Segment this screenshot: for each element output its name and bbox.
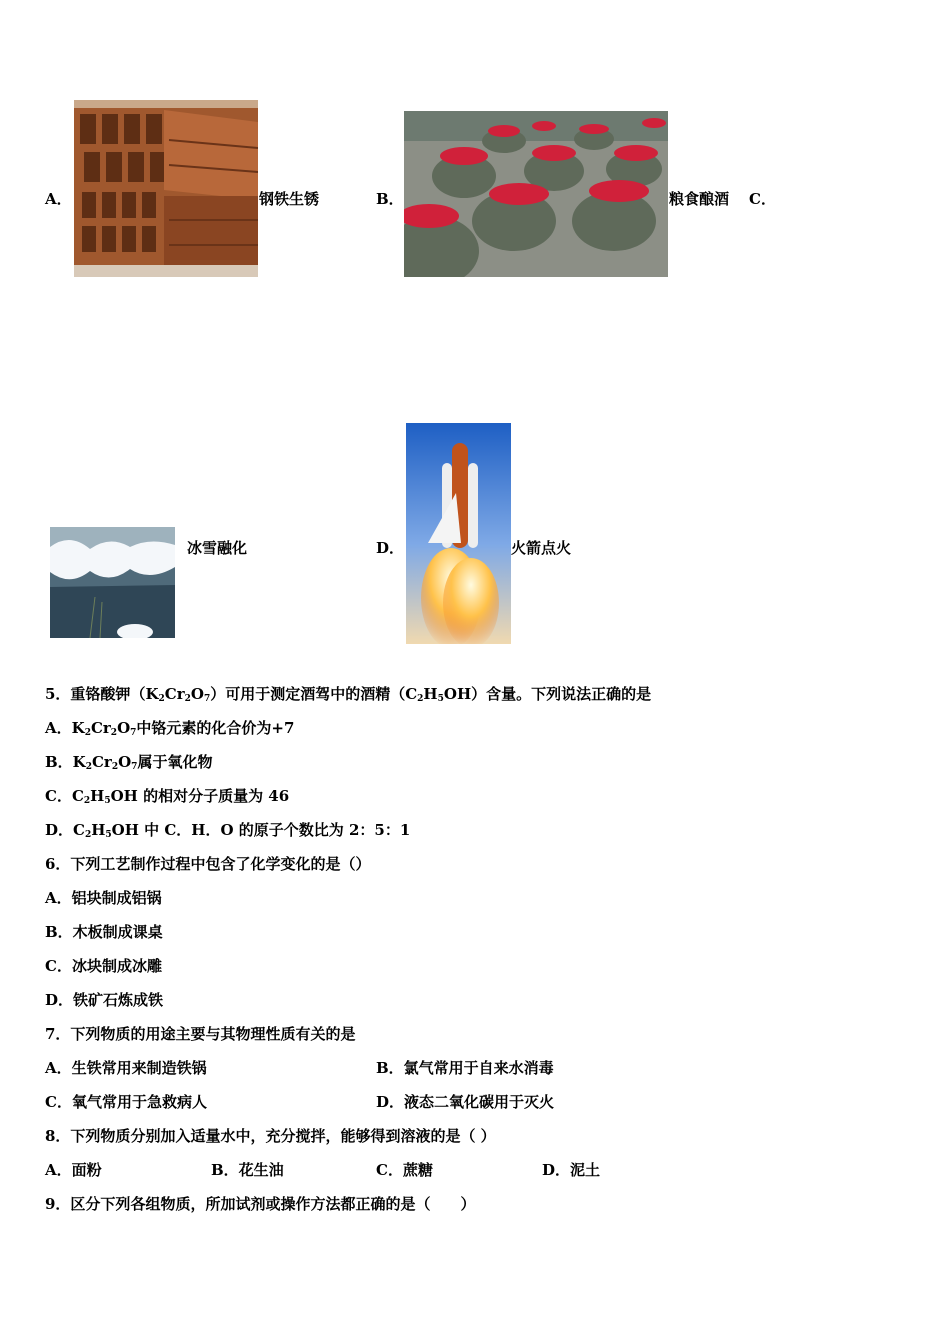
question-6-stem: 6．下列工艺制作过程中包含了化学变化的是（） — [45, 855, 371, 873]
question-7-option-b: B．氯气常用于自来水消毒 — [376, 1059, 554, 1077]
question-8-option-d: D．泥土 — [542, 1161, 601, 1179]
option-c-label: C． — [749, 190, 776, 208]
rocket-launch-image — [406, 423, 511, 644]
question-8-option-a: A．面粉 — [45, 1161, 102, 1179]
question-5-option-a: A．$K_2Cr_2O_7$中铬元素的化合价为+7 — [45, 719, 295, 738]
option-b-label: B． — [376, 190, 404, 208]
question-5-option-d: D．$C_2H_5OH$ 中 C．H．O 的原子个数比为 2：5：1 — [45, 821, 411, 840]
option-b-caption: 粮食酿酒 — [669, 190, 730, 208]
option-d-caption: 火箭点火 — [511, 539, 572, 557]
wine-jars-image — [404, 111, 668, 277]
question-7-option-a: A．生铁常用来制造铁锅 — [45, 1059, 207, 1077]
question-6-option-c: C．冰块制成冰雕 — [45, 957, 162, 975]
option-a-caption: 钢铁生锈 — [259, 190, 320, 208]
melting-snow-image — [50, 527, 175, 638]
question-6-option-b: B．木板制成课桌 — [45, 923, 163, 941]
question-8-option-c: C．蔗糖 — [376, 1161, 433, 1179]
option-c-caption: 冰雪融化 — [187, 539, 248, 557]
option-d-label: D． — [376, 539, 405, 557]
question-5-option-c: C．$C_2H_5OH$ 的相对分子质量为 46 — [45, 787, 290, 806]
question-7-option-c: C．氧气常用于急救病人 — [45, 1093, 207, 1111]
question-8-option-b: B．花生油 — [211, 1161, 284, 1179]
question-6-option-a: A．铝块制成铝锅 — [45, 889, 162, 907]
question-7-stem: 7．下列物质的用途主要与其物理性质有关的是 — [45, 1025, 356, 1043]
question-5-option-b: B．$K_2Cr_2O_7$属于氧化物 — [45, 753, 213, 772]
option-a-label: A． — [45, 190, 72, 208]
question-9-stem: 9．区分下列各组物质，所加试剂或操作方法都正确的是（ ） — [45, 1195, 476, 1213]
question-8-stem: 8．下列物质分别加入适量水中，充分搅拌，能够得到溶液的是（ ） — [45, 1127, 496, 1145]
question-5-stem: 5．重铬酸钾$(K_2Cr_2O_7)$可用于测定酒驾中的酒精$(C_2H_5OH)$含量。下列说法正确的是 — [45, 685, 652, 704]
question-7-option-d: D．液态二氧化碳用于灭火 — [376, 1093, 555, 1111]
question-6-option-d: D．铁矿石炼成铁 — [45, 991, 164, 1009]
rusty-steel-image — [74, 100, 258, 277]
